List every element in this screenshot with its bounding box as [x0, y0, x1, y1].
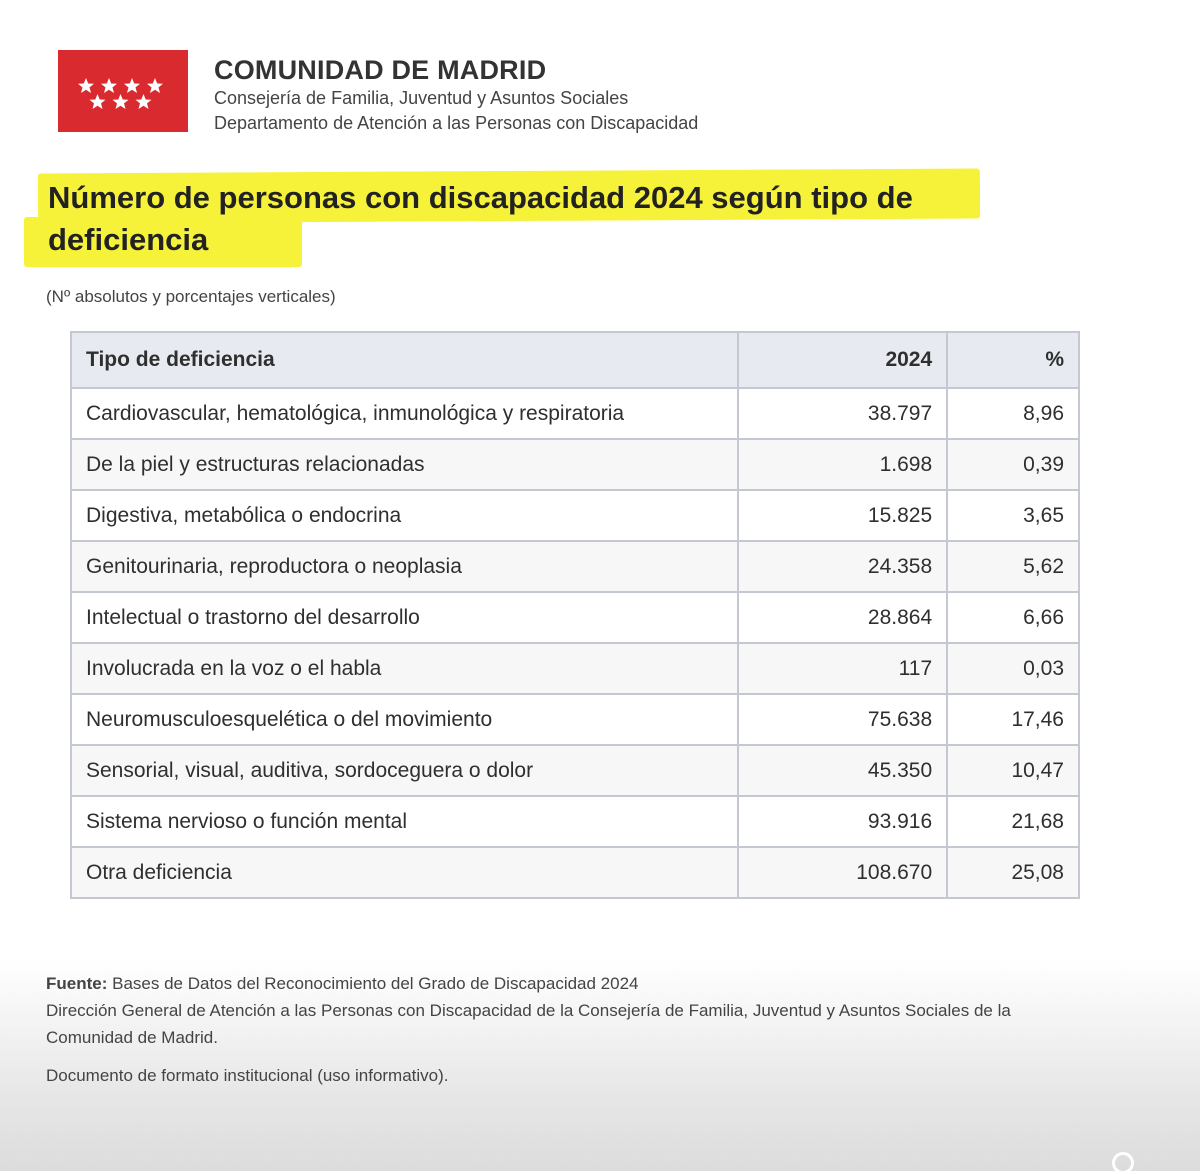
star-icon — [124, 78, 140, 93]
table-row — [71, 388, 1079, 439]
organization-info — [214, 54, 698, 136]
cell-percent: 0,03 — [947, 643, 1079, 694]
cell-type: Involucrada en la voz o el habla — [71, 643, 738, 694]
column-header-type: Tipo de deficiencia — [71, 332, 738, 388]
data-table — [70, 331, 1080, 899]
star-icon — [101, 78, 117, 93]
table-header-row — [71, 332, 1079, 388]
page-title: Número de personas con discapacidad 2024 según tipo de deficiencia — [48, 180, 913, 257]
cell-percent: 21,68 — [947, 796, 1079, 847]
table-row — [71, 796, 1079, 847]
column-header-year: 2024 — [738, 332, 948, 388]
column-header-percent: % — [947, 332, 1079, 388]
cell-type: Sensorial, visual, auditiva, sordoceguera o dolor — [71, 745, 738, 796]
cell-count: 38.797 — [738, 388, 948, 439]
cell-count: 93.916 — [738, 796, 948, 847]
document-note: Documento de formato institucional (uso informativo). — [46, 1066, 449, 1085]
table-row — [71, 439, 1079, 490]
cell-type: De la piel y estructuras relacionadas — [71, 439, 738, 490]
cell-count: 28.864 — [738, 592, 948, 643]
cell-percent: 3,65 — [947, 490, 1079, 541]
cell-type: Digestiva, metabólica o endocrina — [71, 490, 738, 541]
cell-type: Neuromusculoesquelética o del movimiento — [71, 694, 738, 745]
star-icon — [90, 94, 106, 109]
cell-count: 108.670 — [738, 847, 948, 898]
source-label: Fuente: — [46, 974, 108, 993]
cell-percent: 6,66 — [947, 592, 1079, 643]
comunidad-madrid-logo — [58, 50, 188, 132]
star-icon — [113, 94, 129, 109]
star-icon — [147, 78, 163, 93]
organization-name: COMUNIDAD DE MADRID — [214, 55, 547, 85]
table-row — [71, 490, 1079, 541]
cell-percent: 0,39 — [947, 439, 1079, 490]
cell-percent: 5,62 — [947, 541, 1079, 592]
cell-percent: 8,96 — [947, 388, 1079, 439]
cell-count: 75.638 — [738, 694, 948, 745]
cell-type: Intelectual o trastorno del desarrollo — [71, 592, 738, 643]
header — [58, 50, 698, 136]
cell-type: Otra deficiencia — [71, 847, 738, 898]
cell-type: Sistema nervioso o función mental — [71, 796, 738, 847]
cell-count: 15.825 — [738, 490, 948, 541]
title-block — [22, 165, 962, 270]
table-row — [71, 847, 1079, 898]
cell-type: Genitourinaria, reproductora o neoplasia — [71, 541, 738, 592]
table-row — [71, 541, 1079, 592]
cell-percent: 17,46 — [947, 694, 1079, 745]
cell-count: 117 — [738, 643, 948, 694]
star-icon-group — [58, 50, 188, 132]
table-row — [71, 745, 1079, 796]
department-line-2: Departamento de Atención a las Personas con Discapacidad — [214, 113, 699, 133]
table-row — [71, 643, 1079, 694]
star-icon — [78, 78, 94, 93]
source-line-2: Dirección General de Atención a las Personas con Discapacidad de la Consejería de Familia, Juventud y Asuntos Sociales de la Comunidad de Madrid. — [46, 1001, 1011, 1047]
cell-count: 45.350 — [738, 745, 948, 796]
cell-percent: 10,47 — [947, 745, 1079, 796]
table-row — [71, 694, 1079, 745]
source-text: Bases de Datos del Reconocimiento del Grado de Discapacidad 2024 — [112, 974, 639, 993]
department-line-1: Consejería de Familia, Juventud y Asuntos Sociales — [214, 88, 629, 108]
star-icon — [136, 94, 152, 109]
source-line-1 — [46, 970, 1056, 997]
table-row — [71, 592, 1079, 643]
table-subtitle: (Nº absolutos y porcentajes verticales) — [46, 287, 336, 306]
cell-percent: 25,08 — [947, 847, 1079, 898]
cell-type: Cardiovascular, hematológica, inmunológica y respiratoria — [71, 388, 738, 439]
cell-count: 1.698 — [738, 439, 948, 490]
cell-count: 24.358 — [738, 541, 948, 592]
source-note — [46, 970, 1056, 1051]
